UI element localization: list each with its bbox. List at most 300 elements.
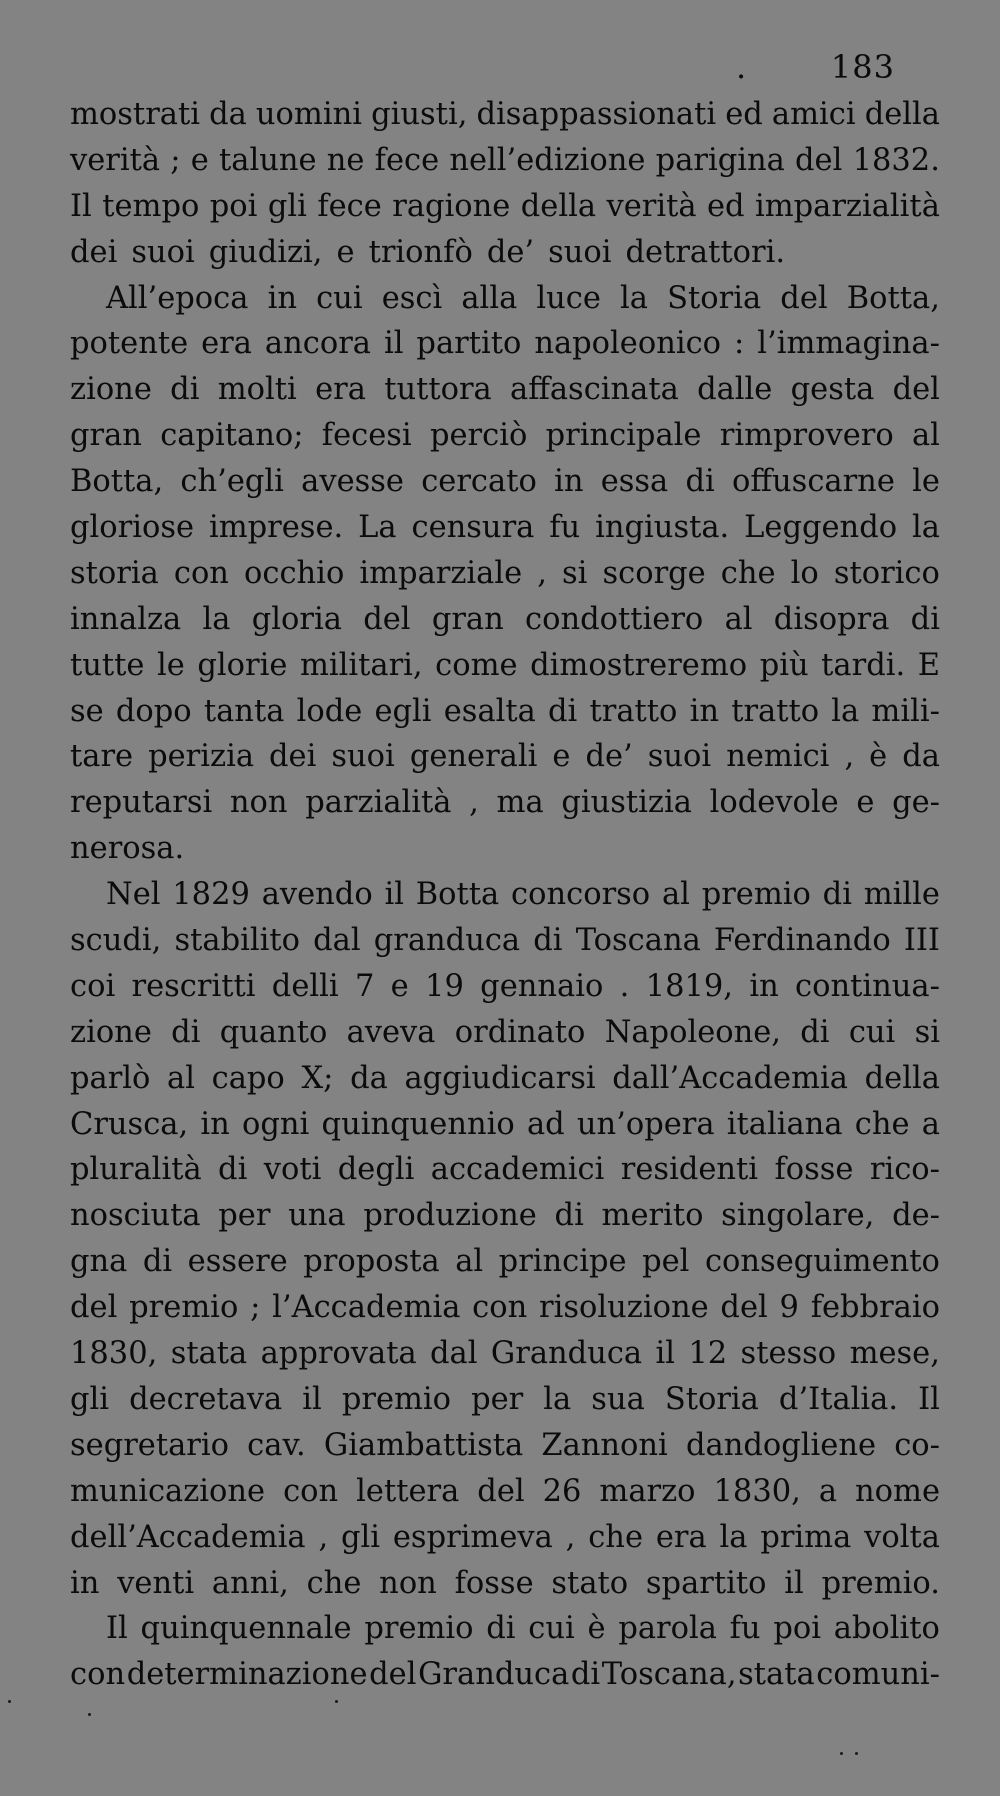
word: mili- bbox=[871, 693, 940, 729]
word: principe bbox=[498, 1244, 627, 1280]
word: de- bbox=[892, 1198, 940, 1234]
text-line bbox=[70, 138, 940, 184]
word: di bbox=[486, 1611, 516, 1647]
word: di bbox=[170, 372, 200, 408]
word: nome bbox=[855, 1473, 940, 1509]
word: suoi bbox=[548, 234, 612, 270]
word: di bbox=[910, 601, 940, 637]
word: capitano; bbox=[160, 418, 304, 454]
word: anni, bbox=[211, 1565, 289, 1601]
word: , bbox=[565, 1519, 576, 1555]
word: gna bbox=[70, 1244, 128, 1280]
word: il bbox=[384, 877, 404, 913]
word: ancora bbox=[264, 326, 371, 362]
word: al bbox=[167, 1060, 195, 1096]
word: lettera bbox=[356, 1473, 460, 1509]
word: segretario bbox=[70, 1427, 229, 1463]
word: con bbox=[70, 1657, 126, 1693]
word: le bbox=[157, 647, 185, 683]
word: tratto bbox=[589, 693, 678, 729]
word: fosse bbox=[774, 1152, 854, 1188]
word: al bbox=[661, 877, 690, 913]
word: dal bbox=[430, 1336, 478, 1372]
word: la bbox=[912, 510, 940, 546]
word: perizia bbox=[148, 739, 255, 775]
word: offuscarne bbox=[732, 464, 895, 500]
word: premio bbox=[364, 1611, 474, 1647]
word: ed bbox=[725, 97, 763, 132]
word: Leggendo bbox=[744, 510, 898, 546]
word: nell’edizione bbox=[449, 142, 646, 178]
word: essere bbox=[187, 1244, 288, 1280]
word: Botta bbox=[415, 877, 500, 913]
word: ingiusta. bbox=[595, 510, 730, 546]
word: e bbox=[552, 739, 571, 775]
word: più bbox=[759, 647, 809, 683]
header-mark: . bbox=[736, 48, 747, 86]
word: lode bbox=[296, 693, 363, 729]
text-line bbox=[70, 597, 940, 643]
word: fecesi bbox=[321, 418, 412, 454]
word: di bbox=[822, 877, 852, 913]
word: Toscana bbox=[575, 923, 701, 959]
word: il bbox=[302, 1381, 322, 1417]
word: premio bbox=[701, 877, 811, 913]
text-line bbox=[70, 689, 940, 735]
word: singolare, bbox=[721, 1198, 875, 1234]
word: tempo bbox=[102, 188, 200, 224]
word: , bbox=[537, 555, 547, 591]
text-line bbox=[70, 1515, 940, 1561]
word: del bbox=[70, 1290, 118, 1326]
word: poi bbox=[209, 188, 258, 224]
word: esprimeva bbox=[392, 1519, 553, 1555]
word: pluralità bbox=[70, 1152, 202, 1188]
word: 7 bbox=[354, 968, 375, 1004]
scan-speck bbox=[88, 1713, 91, 1716]
word: rimprovero bbox=[719, 418, 894, 454]
word: gloria bbox=[251, 601, 342, 637]
word: della bbox=[864, 97, 940, 132]
word: è bbox=[587, 1611, 606, 1647]
word: l’Accademia bbox=[272, 1290, 461, 1326]
word: dei bbox=[70, 234, 118, 270]
word: per bbox=[218, 1198, 271, 1234]
word: Il bbox=[106, 1611, 128, 1647]
body-text bbox=[70, 92, 940, 1698]
word: approvata bbox=[260, 1336, 417, 1372]
word: in bbox=[267, 280, 297, 316]
word: Napoleone, bbox=[604, 1014, 782, 1050]
word: gli bbox=[267, 188, 307, 224]
word: in bbox=[200, 1106, 230, 1142]
word: zione bbox=[70, 1014, 152, 1050]
word: , bbox=[844, 739, 855, 775]
word: a bbox=[818, 1473, 838, 1509]
word: tratto bbox=[731, 693, 820, 729]
word: gennaio bbox=[480, 968, 604, 1004]
word: Granduca bbox=[490, 1336, 643, 1372]
word: ordinato bbox=[454, 1014, 586, 1050]
text-line bbox=[70, 1652, 940, 1698]
word: , bbox=[318, 1519, 329, 1555]
word: determinazione bbox=[126, 1657, 368, 1693]
word: verità bbox=[70, 142, 161, 178]
word: del bbox=[369, 1657, 417, 1693]
word: stesso bbox=[740, 1336, 837, 1372]
word: accademici bbox=[430, 1152, 605, 1188]
word: ; bbox=[250, 1290, 261, 1326]
word: era bbox=[655, 1519, 707, 1555]
text-line bbox=[70, 1147, 940, 1193]
word: il bbox=[655, 1336, 675, 1372]
word: concorso bbox=[511, 877, 651, 913]
word: Granduca bbox=[418, 1657, 570, 1693]
word: 1832. bbox=[852, 142, 940, 178]
word: suoi bbox=[647, 739, 712, 775]
word: del bbox=[780, 280, 828, 316]
word: di bbox=[142, 1244, 173, 1280]
word: mille bbox=[863, 877, 940, 913]
text-line bbox=[70, 1239, 940, 1285]
word: del bbox=[795, 142, 843, 178]
text-line bbox=[70, 1102, 940, 1148]
word: premio bbox=[341, 1381, 452, 1417]
word: dimostreremo bbox=[530, 647, 748, 683]
word: quinquennale bbox=[140, 1611, 352, 1647]
text-line bbox=[70, 918, 940, 964]
word: co- bbox=[894, 1427, 940, 1463]
text-line bbox=[70, 1331, 940, 1377]
word: era bbox=[201, 326, 252, 362]
word: ma bbox=[496, 785, 544, 821]
word: partito bbox=[416, 326, 522, 362]
word: residenti bbox=[620, 1152, 759, 1188]
word: quinquennio bbox=[321, 1106, 515, 1142]
word: dandogliene bbox=[686, 1427, 877, 1463]
word: produzione bbox=[363, 1198, 537, 1234]
text-line bbox=[70, 92, 940, 138]
word: non bbox=[229, 785, 288, 821]
word: napoleonico bbox=[534, 326, 722, 362]
word: come bbox=[435, 647, 518, 683]
word: febbraio bbox=[810, 1290, 940, 1326]
word: venti bbox=[117, 1565, 195, 1601]
word: della bbox=[520, 188, 597, 224]
word: . bbox=[619, 968, 630, 1004]
word: dal bbox=[313, 923, 361, 959]
word: tutte bbox=[70, 647, 145, 683]
text-line bbox=[70, 734, 940, 780]
word: esalta bbox=[443, 693, 536, 729]
word: Botta, bbox=[70, 464, 164, 500]
text-line bbox=[70, 1056, 940, 1102]
word: nosciuta bbox=[70, 1198, 201, 1234]
word: ge- bbox=[892, 785, 940, 821]
word: di bbox=[218, 1152, 248, 1188]
text-line bbox=[70, 1285, 940, 1331]
scan-speck bbox=[335, 1700, 338, 1703]
word: stato bbox=[551, 1565, 629, 1601]
word: parola bbox=[618, 1611, 717, 1647]
word: gloriose bbox=[70, 510, 195, 546]
word: che bbox=[854, 1106, 910, 1142]
word: e bbox=[390, 968, 409, 1004]
text-line bbox=[70, 1423, 940, 1469]
word: nemici bbox=[726, 739, 830, 775]
word: spartito bbox=[645, 1565, 767, 1601]
word: il bbox=[784, 1565, 804, 1601]
word: la bbox=[202, 601, 231, 637]
word: al bbox=[455, 1244, 484, 1280]
word: rescritti bbox=[131, 968, 256, 1004]
word: gran bbox=[70, 418, 142, 454]
word: al bbox=[724, 601, 753, 637]
word: ogni bbox=[242, 1106, 310, 1142]
word: de’ bbox=[585, 739, 633, 775]
word: voti bbox=[263, 1152, 322, 1188]
text-line bbox=[70, 184, 940, 230]
word: gesta bbox=[790, 372, 875, 408]
word: da bbox=[350, 1060, 388, 1096]
word: Crusca, bbox=[70, 1106, 189, 1142]
word: pel bbox=[642, 1244, 690, 1280]
word: parlò bbox=[70, 1060, 151, 1096]
word: III bbox=[903, 923, 940, 959]
word: ne bbox=[326, 142, 365, 178]
word: la bbox=[543, 1381, 572, 1417]
word: stabilito bbox=[174, 923, 300, 959]
word: Zannoni bbox=[541, 1427, 668, 1463]
word: degli bbox=[337, 1152, 415, 1188]
word: ; bbox=[170, 142, 181, 178]
word: conseguimento bbox=[704, 1244, 940, 1280]
word: avendo bbox=[261, 877, 373, 913]
word: innalza bbox=[70, 601, 182, 637]
page-number: 183 bbox=[830, 48, 895, 86]
word: la bbox=[620, 280, 648, 316]
word: dei bbox=[269, 739, 317, 775]
word: 1819, bbox=[645, 968, 733, 1004]
word: luce bbox=[536, 280, 601, 316]
word: era bbox=[315, 372, 366, 408]
word: 19 bbox=[425, 968, 464, 1004]
word: condottiero bbox=[525, 601, 704, 637]
word: e bbox=[336, 234, 355, 270]
word: Giambattista bbox=[323, 1427, 524, 1463]
word: tare bbox=[70, 739, 134, 775]
scan-speck bbox=[840, 1752, 843, 1755]
word: Toscana, bbox=[601, 1657, 737, 1693]
word: cercato bbox=[421, 464, 537, 500]
word: di bbox=[800, 1014, 830, 1050]
word: cui bbox=[528, 1611, 575, 1647]
word: reputarsi bbox=[70, 785, 213, 821]
word: cav. bbox=[247, 1427, 306, 1463]
word: detrattori. bbox=[625, 234, 786, 270]
word: essa bbox=[600, 464, 669, 500]
word: italiana bbox=[726, 1106, 843, 1142]
word: con bbox=[283, 1473, 339, 1509]
word: 26 bbox=[542, 1473, 582, 1509]
text-line bbox=[70, 872, 940, 918]
word: stata bbox=[170, 1336, 248, 1372]
text-line bbox=[70, 505, 940, 551]
word: il bbox=[383, 326, 404, 362]
word: che bbox=[306, 1565, 362, 1601]
word: X; bbox=[301, 1060, 334, 1096]
word: 12 bbox=[688, 1336, 728, 1372]
word: aggiudicarsi bbox=[404, 1060, 596, 1096]
word: mostrati bbox=[70, 97, 200, 132]
word: se bbox=[70, 693, 104, 729]
word: fu bbox=[729, 1611, 761, 1647]
word: giusti, bbox=[371, 97, 468, 132]
word: per bbox=[471, 1381, 524, 1417]
text-line bbox=[70, 643, 940, 689]
word: al bbox=[911, 418, 940, 454]
word: risoluzione bbox=[539, 1290, 709, 1326]
word: premio bbox=[129, 1290, 239, 1326]
word: disappassionati bbox=[476, 97, 717, 132]
word: a bbox=[921, 1106, 940, 1142]
word: del bbox=[720, 1290, 768, 1326]
text-line bbox=[70, 826, 940, 872]
word: in bbox=[749, 968, 779, 1004]
word: con bbox=[173, 555, 229, 591]
word: alla bbox=[461, 280, 518, 316]
word: che bbox=[588, 1519, 643, 1555]
word: fu bbox=[549, 510, 581, 546]
word: dall’Accademia bbox=[612, 1060, 848, 1096]
text-line bbox=[70, 276, 940, 322]
word: occhio bbox=[244, 555, 345, 591]
word: 1830, bbox=[713, 1473, 801, 1509]
word: rico- bbox=[869, 1152, 940, 1188]
word: si bbox=[914, 1014, 940, 1050]
word: di bbox=[685, 464, 715, 500]
word: l’immagina- bbox=[757, 326, 940, 362]
word: da bbox=[209, 97, 247, 132]
text-line bbox=[70, 1561, 940, 1607]
word: di bbox=[533, 923, 563, 959]
text-line bbox=[70, 1010, 940, 1056]
word: scorge bbox=[602, 555, 706, 591]
word: imparziale bbox=[359, 555, 523, 591]
word: lo bbox=[790, 555, 819, 591]
text-line bbox=[70, 1193, 940, 1239]
word: poi bbox=[773, 1611, 821, 1647]
text-line bbox=[70, 321, 940, 367]
word: e bbox=[190, 142, 209, 178]
word: lodevole bbox=[709, 785, 839, 821]
text-line bbox=[70, 413, 940, 459]
word: E bbox=[917, 647, 940, 683]
word: giustizia bbox=[561, 785, 692, 821]
word: generali bbox=[409, 739, 538, 775]
word: dell’Accademia bbox=[70, 1519, 306, 1555]
word: proposta bbox=[303, 1244, 440, 1280]
word: principale bbox=[545, 418, 702, 454]
word: Nel bbox=[106, 877, 161, 913]
word: Ferdinando bbox=[713, 923, 891, 959]
word: di bbox=[548, 693, 578, 729]
word: gran bbox=[431, 601, 504, 637]
word: del bbox=[363, 601, 411, 637]
word: parigina bbox=[655, 142, 785, 178]
word: imprese. bbox=[208, 510, 344, 546]
word: dalle bbox=[697, 372, 773, 408]
text-line bbox=[70, 780, 940, 826]
word: del bbox=[892, 372, 940, 408]
word: imparzialità bbox=[754, 188, 940, 224]
word: molti bbox=[217, 372, 297, 408]
text-line bbox=[70, 1377, 940, 1423]
word: non bbox=[379, 1565, 437, 1601]
word: che bbox=[720, 555, 776, 591]
word: la bbox=[831, 693, 860, 729]
word: uomini bbox=[255, 97, 362, 132]
word: tanta bbox=[203, 693, 285, 729]
word: Storia bbox=[667, 280, 762, 316]
word: sua bbox=[591, 1381, 645, 1417]
word: censura bbox=[411, 510, 535, 546]
word: 1829 bbox=[172, 877, 250, 913]
word: quanto bbox=[219, 1014, 328, 1050]
word: di bbox=[554, 1198, 584, 1234]
scan-speck bbox=[8, 1700, 11, 1703]
word: All’epoca bbox=[106, 280, 249, 316]
word: : bbox=[734, 326, 745, 362]
word: premio. bbox=[821, 1565, 940, 1601]
word: della bbox=[864, 1060, 940, 1096]
word: coi bbox=[70, 968, 116, 1004]
word: in bbox=[554, 464, 584, 500]
word: suoi bbox=[131, 234, 195, 270]
text-line bbox=[70, 964, 940, 1010]
word: granduca bbox=[373, 923, 521, 959]
word: verità bbox=[606, 188, 697, 224]
word: zione bbox=[70, 372, 152, 408]
word: decretava bbox=[129, 1381, 283, 1417]
word: fece bbox=[374, 142, 440, 178]
word: cui bbox=[848, 1014, 896, 1050]
word: aveva bbox=[346, 1014, 436, 1050]
text-line bbox=[70, 230, 940, 276]
word: egli bbox=[374, 693, 432, 729]
word: talune bbox=[219, 142, 317, 178]
word: La bbox=[358, 510, 397, 546]
word: ragione bbox=[392, 188, 511, 224]
word: è bbox=[869, 739, 888, 775]
word: ch’egli bbox=[180, 464, 284, 500]
text-line bbox=[70, 459, 940, 505]
word: fece bbox=[317, 188, 382, 224]
word: trionfò bbox=[368, 234, 473, 270]
word: storia bbox=[70, 555, 159, 591]
word: amici bbox=[771, 97, 856, 132]
word: affascinata bbox=[510, 372, 679, 408]
word: le bbox=[912, 464, 940, 500]
text-line bbox=[70, 367, 940, 413]
word: di bbox=[570, 1657, 601, 1693]
word: continua- bbox=[795, 968, 940, 1004]
word: in bbox=[70, 1565, 100, 1601]
word: cui bbox=[316, 280, 363, 316]
word: Il bbox=[918, 1381, 940, 1417]
word: un’opera bbox=[576, 1106, 715, 1142]
word: 9 bbox=[779, 1290, 799, 1326]
